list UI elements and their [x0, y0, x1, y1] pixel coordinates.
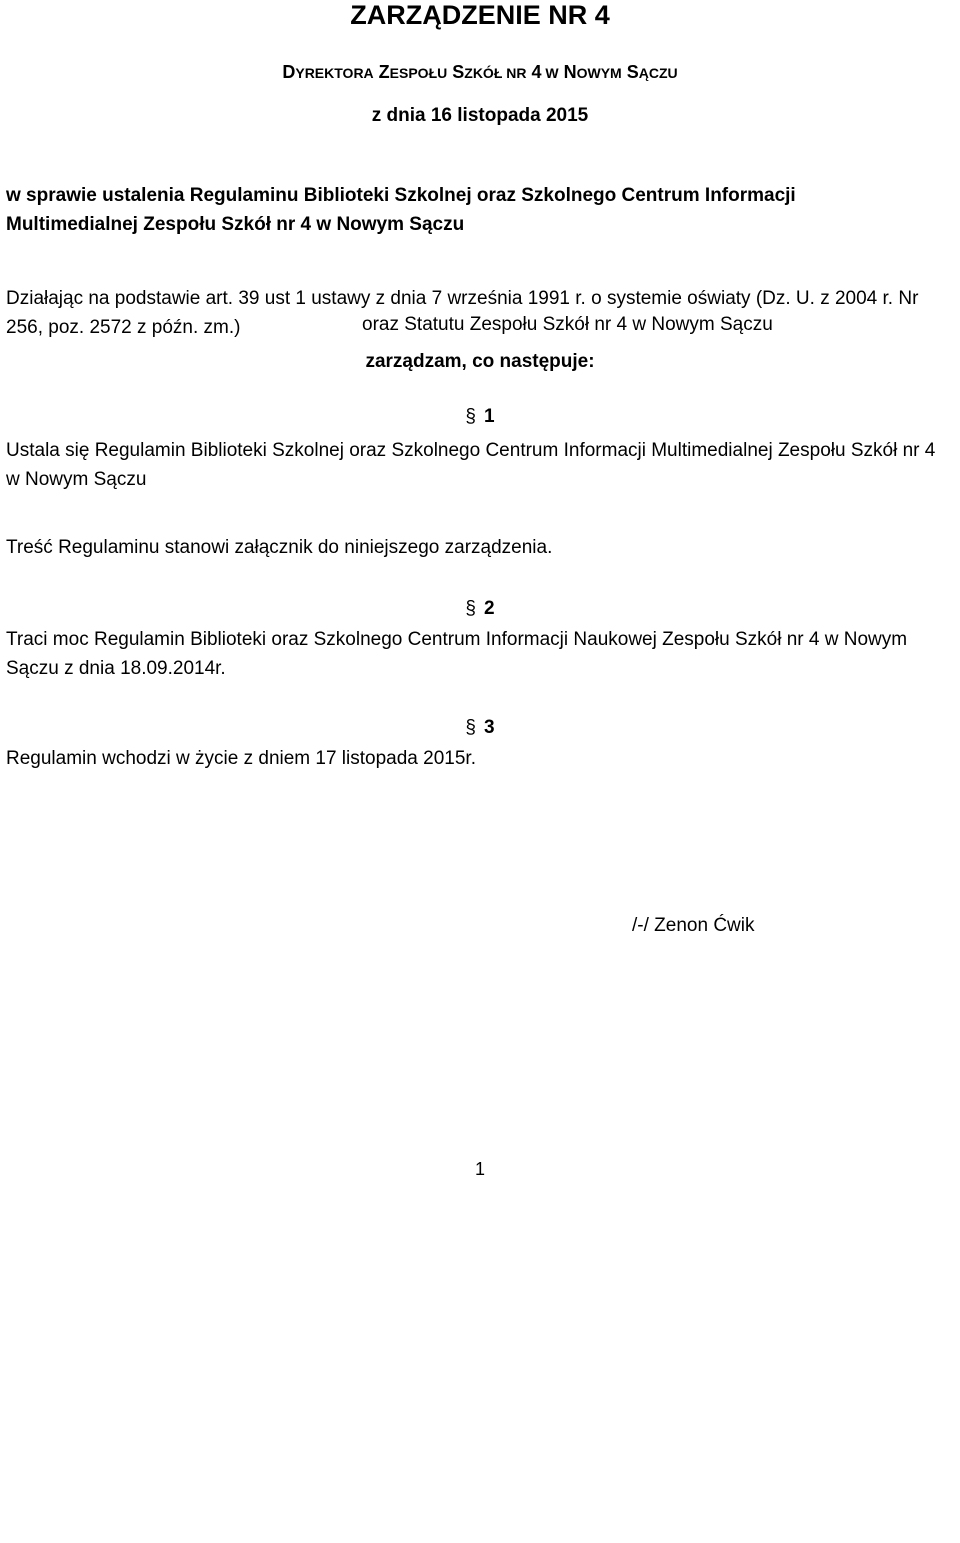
section-heading [0, 405, 960, 429]
signature: /-/ Zenon Ćwik [632, 915, 755, 936]
paragraph-symbol-icon: § [465, 406, 476, 427]
issuer-part: SĄCZU [621, 62, 678, 82]
issue-date: z dnia 16 listopada 2015 [371, 105, 589, 126]
issuer-part: SZKÓŁ NR [447, 62, 527, 82]
section-number: 2 [484, 598, 495, 619]
section-paragraph: Traci moc Regulamin Biblioteki oraz Szkolnego Centrum Informacji Naukowej Zespołu Szkół nr 4 w Nowym Sączu z dnia 18.09.2014r. [6, 629, 908, 679]
section-paragraph: Regulamin wchodzi w życie z dniem 17 listopada 2015r. [6, 748, 476, 769]
section-heading [0, 597, 960, 621]
page-number: 1 [474, 1159, 485, 1179]
issuer-part: ZESPOŁU [373, 62, 448, 82]
paragraph-symbol-icon: § [465, 598, 476, 619]
section-number: 1 [484, 406, 495, 427]
issuer-part: NOWYM [558, 62, 622, 82]
issuer-part: DYREKTORA [282, 62, 374, 82]
paragraph-symbol-icon: § [465, 717, 476, 738]
section-paragraph: Treść Regulaminu stanowi załącznik do niniejszego zarządzenia. [6, 537, 553, 558]
legal-basis-tail: oraz Statutu Zespołu Szkół nr 4 w Nowym Sączu [362, 314, 773, 335]
decree-statement: zarządzam, co następuje: [365, 351, 595, 372]
section-paragraph: Ustala się Regulamin Biblioteki Szkolnej oraz Szkolnego Centrum Informacji Multimedialnej Zespołu Szkół nr 4 w Nowym Sączu [6, 440, 936, 490]
issuer-line [0, 60, 960, 85]
document-title: ZARZĄDZENIE NR 4 [350, 0, 610, 30]
decree-subject: w sprawie ustalenia Regulaminu Biblioteki Szkolnej oraz Szkolnego Centrum Informacji Multimedialnej Zespołu Szkół nr 4 w Nowym Sączu [6, 185, 796, 235]
issuer-part: 4 W [526, 62, 559, 82]
legal-basis-text: Działając na podstawie art. 39 ust 1 ustawy z dnia 7 września 1991 r. o systemie oświaty (Dz. U. z 2004 r. Nr 256, poz. 2572 z późn. zm.) [6, 288, 919, 338]
section-heading [0, 716, 960, 740]
section-number: 3 [484, 717, 495, 738]
